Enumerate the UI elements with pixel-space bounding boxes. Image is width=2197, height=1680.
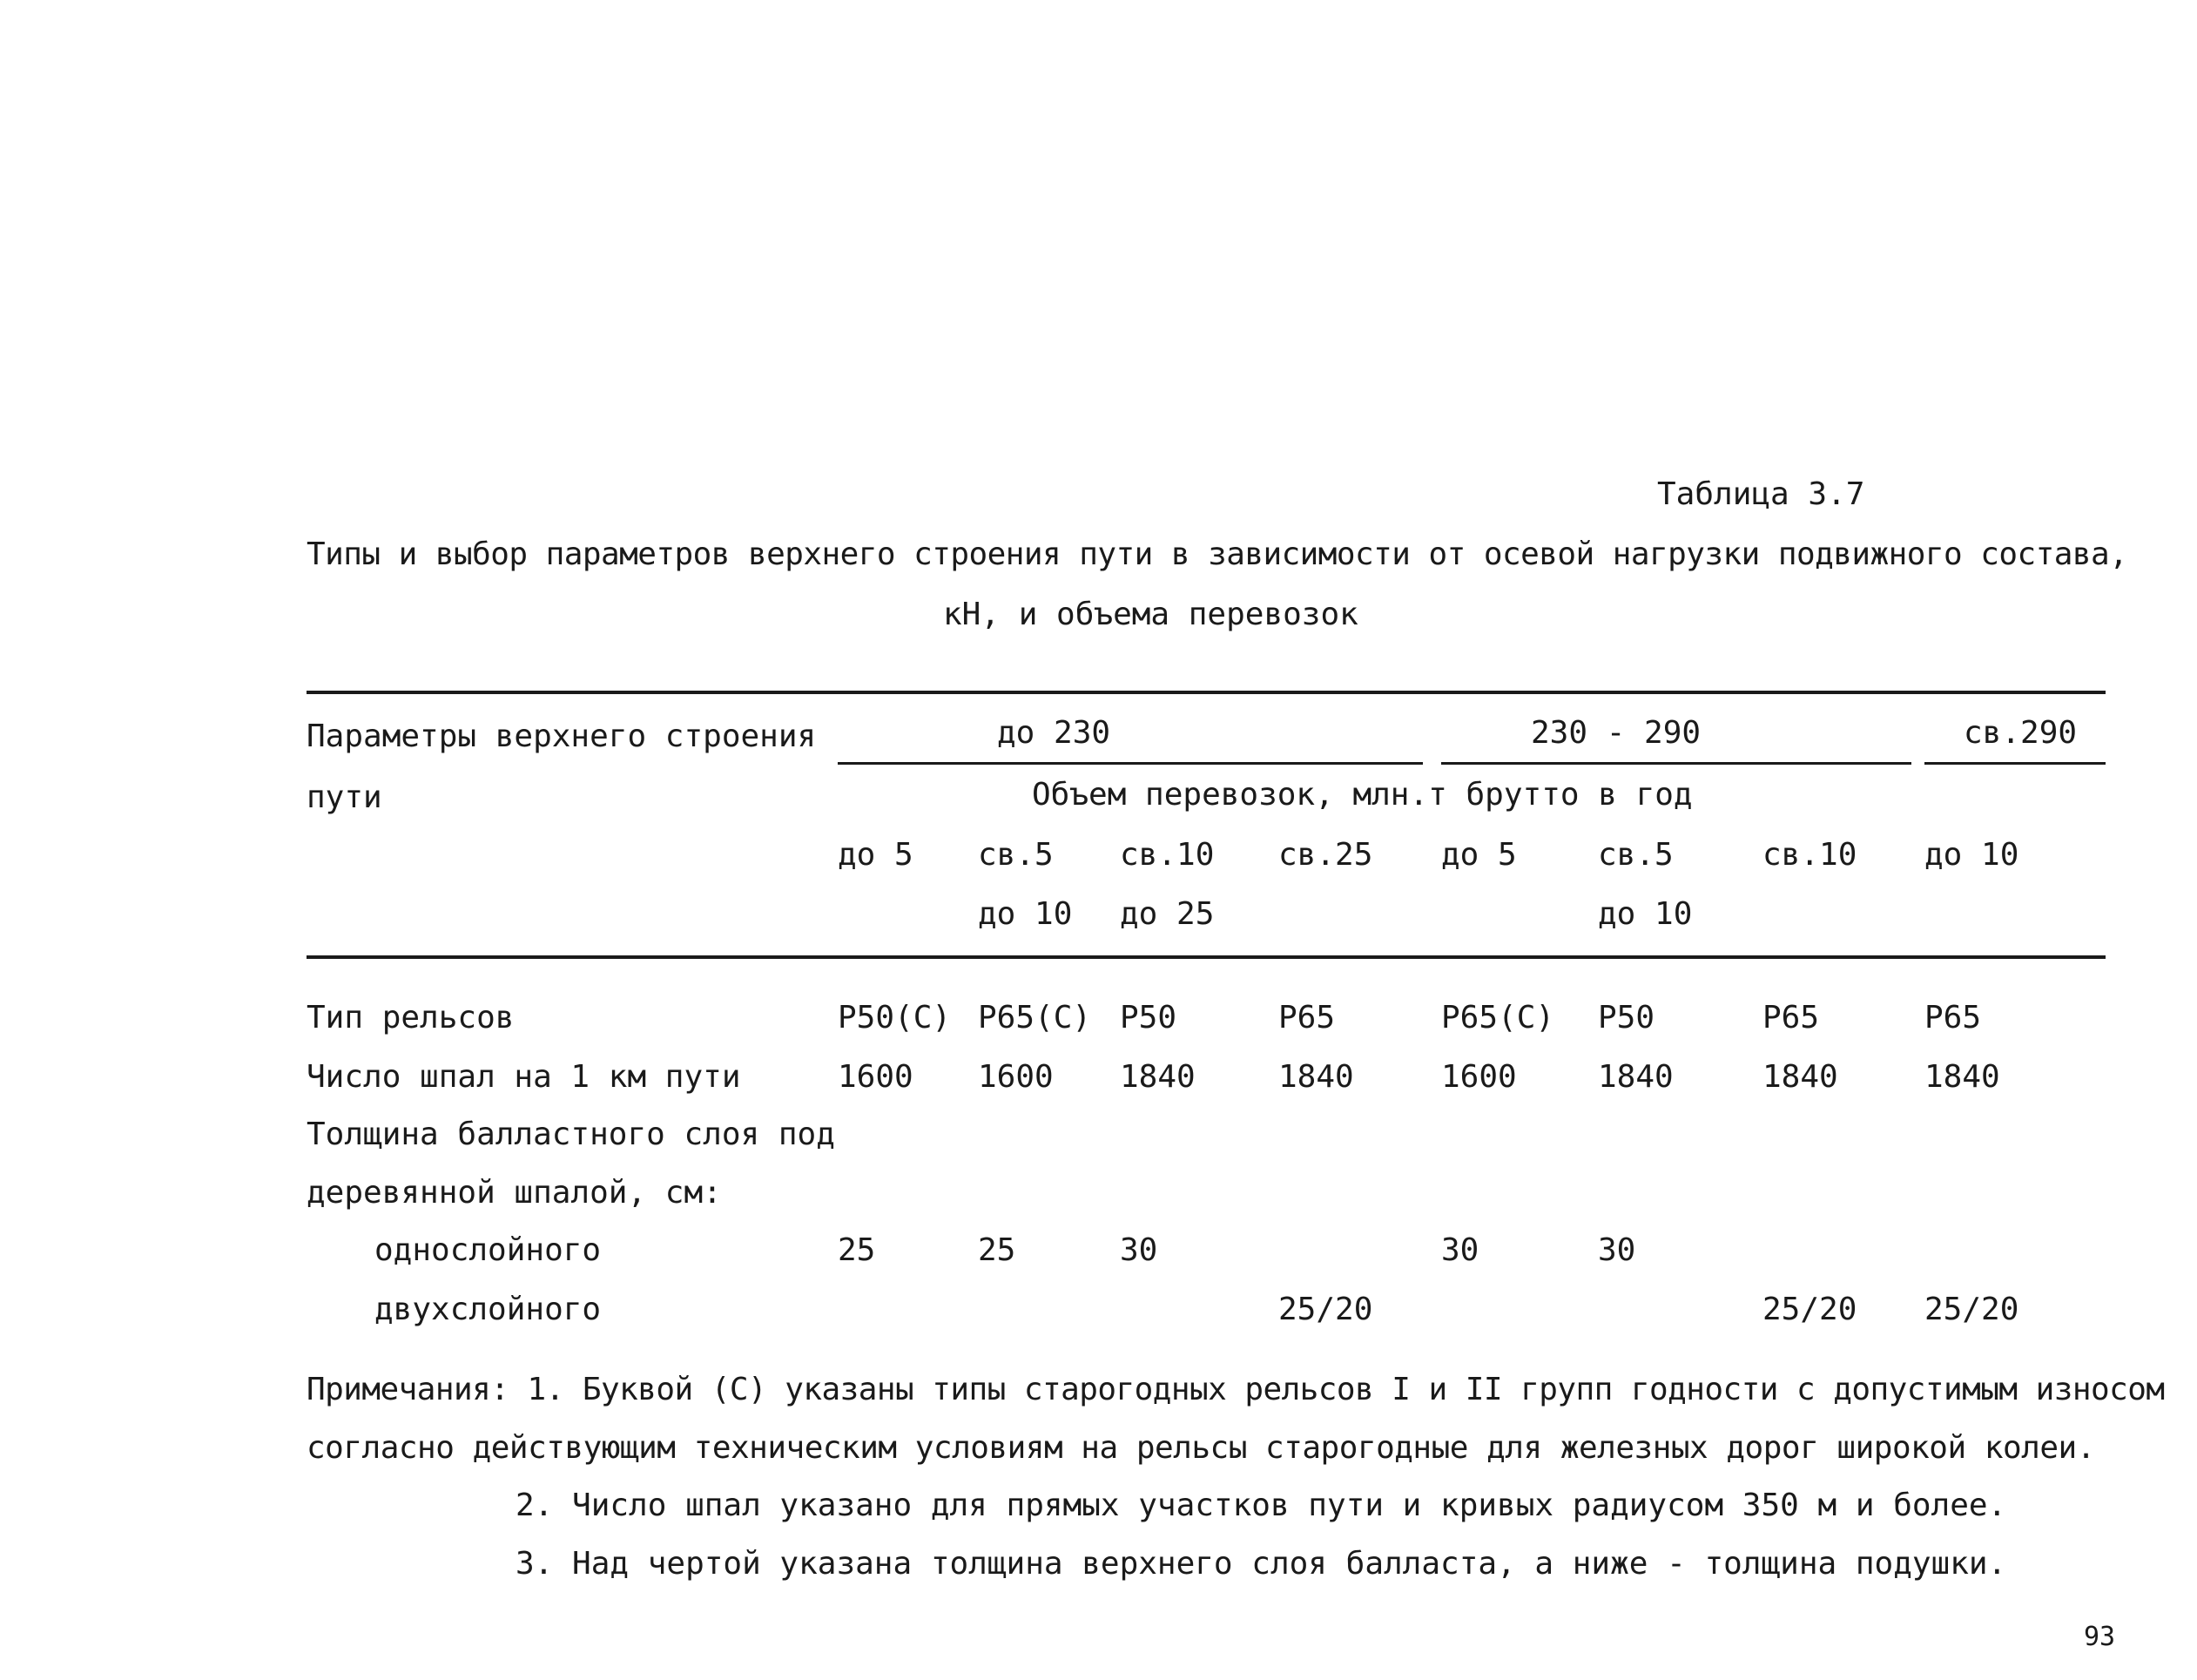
table-cell: 30: [1441, 1232, 1479, 1268]
load-group-header: 230 - 290: [1531, 715, 1702, 751]
table-cell: 25/20: [1924, 1292, 2019, 1327]
note-1-line2: согласно действующим техническим условиям на рельсы старогодные для железных дорог широкой колеи.: [307, 1430, 2095, 1466]
row-label-double-layer: двухслойного: [374, 1292, 602, 1327]
header-bottom-rule: [307, 955, 2106, 959]
volume-column-header-line2: до 25: [1120, 896, 1215, 932]
volume-column-header: св.5: [1598, 837, 1674, 873]
table-title-line1: Типы и выбор параметров верхнего строения пути в зависимости от осевой нагрузки подвижного состава,: [307, 536, 2128, 572]
table-cell: Р65: [1278, 1000, 1336, 1036]
row-label-sleepers: Число шпал на 1 км пути: [307, 1059, 741, 1095]
row-label-ballast-line1: Толщина балластного слоя под: [307, 1117, 835, 1152]
volume-column-header: до 5: [838, 837, 913, 873]
table-cell: 1600: [1441, 1059, 1517, 1095]
load-group-header: до 230: [997, 715, 1111, 751]
table-cell: 25/20: [1278, 1292, 1373, 1327]
note-1-line1: Примечания: 1. Буквой (С) указаны типы старогодных рельсов I и II групп годности с допустимым износом: [307, 1372, 2165, 1407]
table-top-rule: [307, 691, 2106, 694]
volume-column-header: св.5: [978, 837, 1054, 873]
note-3: 3. Над чертой указана толщина верхнего слоя балласта, а ниже - толщина подушки.: [516, 1546, 2007, 1582]
table-title-line2: кН, и объема перевозок: [943, 597, 1358, 632]
table-cell: 25: [978, 1232, 1016, 1268]
note-2: 2. Число шпал указано для прямых участков пути и кривых радиусом 350 м и более.: [516, 1488, 2007, 1523]
load-group-underline: [838, 762, 1423, 765]
table-cell: Р65(С): [1441, 1000, 1555, 1036]
load-group-header: св.290: [1964, 715, 2078, 751]
table-label: Таблица 3.7: [1657, 476, 1865, 512]
volume-column-header: до 10: [1924, 837, 2019, 873]
table-cell: 1600: [978, 1059, 1054, 1095]
load-group-underline: [1441, 762, 1911, 765]
volume-column-header: до 5: [1441, 837, 1517, 873]
table-cell: 1600: [838, 1059, 913, 1095]
table-cell: Р50: [1120, 1000, 1177, 1036]
table-cell: 1840: [1120, 1059, 1196, 1095]
table-cell: 1840: [1598, 1059, 1674, 1095]
volume-column-header: св.25: [1278, 837, 1373, 873]
volume-column-header: св.10: [1762, 837, 1857, 873]
row-label-single-layer: однослойного: [374, 1232, 602, 1268]
table-cell: 1840: [1924, 1059, 2000, 1095]
page-number: 93: [2084, 1622, 2116, 1652]
table-cell: 30: [1598, 1232, 1636, 1268]
table-cell: 25/20: [1762, 1292, 1857, 1327]
table-cell: Р50: [1598, 1000, 1655, 1036]
table-cell: Р65(С): [978, 1000, 1092, 1036]
volume-caption: Объем перевозок, млн.т брутто в год: [1032, 777, 1693, 813]
volume-column-header-line2: до 10: [1598, 896, 1693, 932]
row-label-ballast-line2: деревянной шпалой, см:: [307, 1175, 722, 1211]
load-group-underline: [1924, 762, 2106, 765]
row-label-rail-type: Тип рельсов: [307, 1000, 515, 1036]
param-column-header-line2: пути: [307, 779, 382, 815]
param-column-header-line1: Параметры верхнего строения: [307, 719, 817, 754]
volume-column-header: св.10: [1120, 837, 1215, 873]
volume-column-header-line2: до 10: [978, 896, 1073, 932]
table-cell: 25: [838, 1232, 876, 1268]
table-cell: Р65: [1762, 1000, 1820, 1036]
table-cell: 1840: [1762, 1059, 1838, 1095]
table-cell: Р50(С): [838, 1000, 952, 1036]
table-cell: Р65: [1924, 1000, 1982, 1036]
table-cell: 1840: [1278, 1059, 1354, 1095]
table-cell: 30: [1120, 1232, 1158, 1268]
